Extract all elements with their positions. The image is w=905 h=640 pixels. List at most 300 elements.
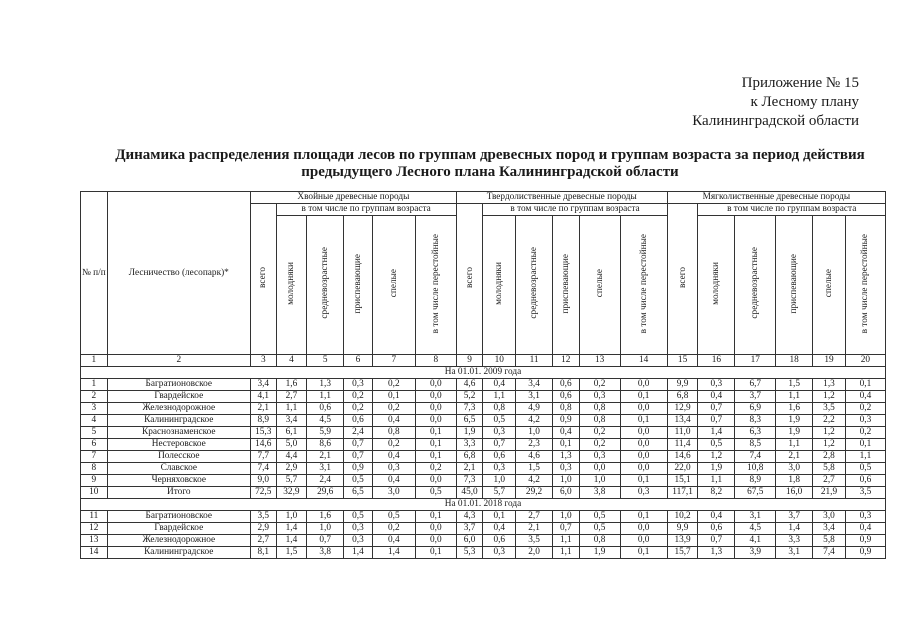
area-value: 32,9: [276, 487, 307, 499]
area-value: 3,8: [579, 487, 620, 499]
forestry-name: Славское: [107, 463, 250, 475]
forestry-name: Гвардейское: [107, 391, 250, 403]
area-value: 0,5: [579, 523, 620, 535]
area-value: 2,4: [307, 475, 344, 487]
sub-header: спелые: [813, 216, 846, 355]
group-header: Мягколиственные древесные породы: [667, 192, 885, 204]
area-value: 14,6: [250, 439, 276, 451]
area-value: 0,1: [372, 391, 415, 403]
area-value: 0,1: [415, 451, 456, 463]
area-value: 11,0: [667, 427, 698, 439]
area-value: 0,7: [698, 535, 735, 547]
area-value: 4,3: [456, 511, 483, 523]
document-title: [60, 147, 905, 181]
area-value: 1,4: [344, 547, 373, 559]
area-value: 8,3: [735, 415, 776, 427]
table-row: [81, 487, 886, 499]
row-number: 9: [81, 475, 108, 487]
table-row: [81, 439, 886, 451]
area-value: 0,0: [415, 391, 456, 403]
area-value: 3,1: [516, 391, 553, 403]
area-value: 0,8: [579, 535, 620, 547]
area-value: 1,5: [776, 379, 813, 391]
area-value: 0,4: [372, 451, 415, 463]
column-number: 4: [276, 355, 307, 367]
area-value: 2,0: [516, 547, 553, 559]
area-value: 0,9: [845, 547, 885, 559]
period-row: [81, 499, 886, 511]
area-value: 10,2: [667, 511, 698, 523]
area-value: 1,4: [276, 535, 307, 547]
area-value: 6,7: [735, 379, 776, 391]
area-value: 13,9: [667, 535, 698, 547]
area-value: 6,3: [735, 427, 776, 439]
column-numbers-row: [81, 355, 886, 367]
area-value: 117,1: [667, 487, 698, 499]
area-value: 3,5: [250, 511, 276, 523]
area-value: 0,5: [344, 511, 373, 523]
area-value: 3,0: [776, 463, 813, 475]
area-value: 4,4: [276, 451, 307, 463]
column-number: 12: [553, 355, 580, 367]
column-number: 11: [516, 355, 553, 367]
area-value: 0,1: [415, 439, 456, 451]
age-group-header: в том числе по группам возраста: [698, 204, 886, 216]
area-value: 6,0: [553, 487, 580, 499]
column-number: 13: [579, 355, 620, 367]
period-label: На 01.01. 2009 года: [81, 367, 886, 379]
sub-header: приспевающие: [344, 216, 373, 355]
area-value: 0,8: [483, 403, 516, 415]
row-number: 5: [81, 427, 108, 439]
area-value: 1,1: [698, 475, 735, 487]
sub-header-total: всего: [456, 204, 483, 355]
area-value: 0,4: [372, 415, 415, 427]
forestry-name: Багратионовское: [107, 379, 250, 391]
area-value: 2,4: [344, 427, 373, 439]
area-value: 9,9: [667, 379, 698, 391]
area-value: 1,3: [698, 547, 735, 559]
forestry-name: Железнодорожное: [107, 403, 250, 415]
area-value: 0,7: [307, 535, 344, 547]
area-value: 0,4: [845, 391, 885, 403]
area-value: 9,9: [667, 523, 698, 535]
sub-header-total: всего: [667, 204, 698, 355]
area-value: 0,1: [620, 547, 667, 559]
column-number: 5: [307, 355, 344, 367]
row-number: 6: [81, 439, 108, 451]
column-number: 20: [845, 355, 885, 367]
area-value: 1,9: [698, 463, 735, 475]
area-value: 1,4: [698, 427, 735, 439]
column-number: 3: [250, 355, 276, 367]
area-value: 16,0: [776, 487, 813, 499]
area-value: 1,1: [307, 391, 344, 403]
area-value: 0,5: [372, 511, 415, 523]
area-value: 0,0: [579, 463, 620, 475]
area-value: 3,4: [516, 379, 553, 391]
table-row: [81, 451, 886, 463]
area-value: 3,0: [372, 487, 415, 499]
area-value: 3,1: [776, 547, 813, 559]
area-value: 1,4: [776, 523, 813, 535]
area-value: 0,0: [415, 379, 456, 391]
area-value: 0,6: [553, 391, 580, 403]
area-value: 0,7: [698, 415, 735, 427]
area-value: 1,3: [553, 451, 580, 463]
table-row: [81, 523, 886, 535]
area-value: 67,5: [735, 487, 776, 499]
area-value: 0,5: [579, 511, 620, 523]
area-value: 0,2: [579, 427, 620, 439]
sub-header: спелые: [372, 216, 415, 355]
area-value: 0,6: [344, 415, 373, 427]
area-value: 8,5: [735, 439, 776, 451]
area-value: 2,1: [250, 403, 276, 415]
area-value: 12,9: [667, 403, 698, 415]
area-value: 0,1: [415, 511, 456, 523]
area-value: 0,3: [845, 511, 885, 523]
table-row: [81, 379, 886, 391]
area-value: 0,3: [620, 487, 667, 499]
area-value: 3,7: [456, 523, 483, 535]
area-value: 0,0: [415, 415, 456, 427]
area-value: 8,9: [250, 415, 276, 427]
area-value: 0,7: [698, 403, 735, 415]
area-value: 5,3: [456, 547, 483, 559]
area-value: 0,3: [698, 379, 735, 391]
forestry-name: Гвардейское: [107, 523, 250, 535]
area-value: 0,1: [415, 427, 456, 439]
area-value: 8,6: [307, 439, 344, 451]
area-value: 7,4: [735, 451, 776, 463]
appendix-header: [692, 74, 859, 131]
area-value: 1,3: [813, 379, 846, 391]
area-value: 1,1: [845, 451, 885, 463]
area-value: 3,4: [250, 379, 276, 391]
column-number: 10: [483, 355, 516, 367]
area-value: 4,2: [516, 415, 553, 427]
forest-dynamics-table: [80, 191, 886, 559]
area-value: 7,3: [456, 475, 483, 487]
area-value: 3,1: [735, 511, 776, 523]
forestry-name: Полесское: [107, 451, 250, 463]
appendix-line: Калининградской области: [692, 113, 859, 129]
area-value: 0,1: [620, 475, 667, 487]
area-value: 0,4: [483, 379, 516, 391]
area-value: 1,1: [553, 547, 580, 559]
area-value: 1,4: [276, 523, 307, 535]
area-value: 45,0: [456, 487, 483, 499]
area-value: 2,7: [516, 511, 553, 523]
table-row: [81, 547, 886, 559]
area-value: 15,7: [667, 547, 698, 559]
area-value: 0,5: [698, 439, 735, 451]
area-value: 0,0: [620, 439, 667, 451]
area-value: 8,9: [735, 475, 776, 487]
area-value: 14,6: [667, 451, 698, 463]
sub-header: средневозрастные: [516, 216, 553, 355]
area-value: 6,0: [456, 535, 483, 547]
area-value: 0,2: [579, 379, 620, 391]
age-group-header: в том числе по группам возраста: [276, 204, 456, 216]
area-value: 0,6: [307, 403, 344, 415]
area-value: 0,8: [579, 415, 620, 427]
area-value: 0,0: [620, 451, 667, 463]
area-value: 0,4: [845, 523, 885, 535]
area-value: 6,8: [456, 451, 483, 463]
area-value: 5,9: [307, 427, 344, 439]
area-value: 1,0: [553, 475, 580, 487]
sub-header: в том числе перестойные: [845, 216, 885, 355]
area-value: 1,4: [372, 547, 415, 559]
area-value: 72,5: [250, 487, 276, 499]
area-value: 0,2: [344, 391, 373, 403]
area-value: 0,3: [579, 391, 620, 403]
sub-header: приспевающие: [553, 216, 580, 355]
sub-header: молодняки: [276, 216, 307, 355]
column-number: 16: [698, 355, 735, 367]
area-value: 1,0: [553, 511, 580, 523]
area-value: 0,1: [620, 511, 667, 523]
row-number: 14: [81, 547, 108, 559]
area-value: 0,5: [483, 415, 516, 427]
area-value: 1,8: [776, 475, 813, 487]
group-header: Хвойные древесные породы: [250, 192, 456, 204]
row-number: 2: [81, 391, 108, 403]
area-value: 0,0: [620, 403, 667, 415]
title-line: Динамика распределения площади лесов по группам древесных пород и группам возраста за период действия: [115, 147, 865, 163]
forestry-name: Краснознаменское: [107, 427, 250, 439]
area-value: 0,5: [845, 463, 885, 475]
sub-header-total: всего: [250, 204, 276, 355]
area-value: 3,3: [456, 439, 483, 451]
area-value: 0,4: [483, 523, 516, 535]
area-value: 1,1: [483, 391, 516, 403]
area-value: 1,5: [516, 463, 553, 475]
area-value: 0,6: [698, 523, 735, 535]
area-value: 4,5: [307, 415, 344, 427]
area-value: 21,9: [813, 487, 846, 499]
area-value: 0,3: [344, 523, 373, 535]
area-value: 7,4: [250, 463, 276, 475]
appendix-line: Приложение № 15: [741, 75, 859, 91]
area-value: 11,4: [667, 439, 698, 451]
forestry-name: Итого: [107, 487, 250, 499]
forestry-name: Калининградское: [107, 415, 250, 427]
column-number: 6: [344, 355, 373, 367]
col-header-num: № п/п: [81, 192, 108, 355]
area-value: 0,1: [483, 511, 516, 523]
row-number: 12: [81, 523, 108, 535]
area-value: 2,1: [307, 451, 344, 463]
area-value: 7,4: [813, 547, 846, 559]
area-value: 0,2: [372, 439, 415, 451]
area-value: 5,2: [456, 391, 483, 403]
area-value: 0,0: [620, 463, 667, 475]
area-value: 2,1: [776, 451, 813, 463]
area-value: 0,2: [845, 403, 885, 415]
area-value: 0,0: [620, 427, 667, 439]
area-value: 0,7: [344, 439, 373, 451]
area-value: 1,2: [813, 427, 846, 439]
area-value: 2,8: [813, 451, 846, 463]
area-value: 0,3: [553, 463, 580, 475]
table-row: [81, 415, 886, 427]
sub-header: приспевающие: [776, 216, 813, 355]
forestry-name: Черняховское: [107, 475, 250, 487]
area-value: 0,9: [553, 415, 580, 427]
area-value: 4,6: [516, 451, 553, 463]
sub-header: молодняки: [698, 216, 735, 355]
area-value: 0,3: [483, 547, 516, 559]
area-value: 6,5: [456, 415, 483, 427]
column-number: 7: [372, 355, 415, 367]
area-value: 5,8: [813, 463, 846, 475]
area-value: 0,4: [698, 511, 735, 523]
area-value: 3,7: [735, 391, 776, 403]
area-value: 4,9: [516, 403, 553, 415]
sub-header: спелые: [579, 216, 620, 355]
area-value: 0,3: [344, 379, 373, 391]
area-value: 0,1: [845, 379, 885, 391]
table-row: [81, 463, 886, 475]
area-value: 6,5: [344, 487, 373, 499]
area-value: 1,2: [698, 451, 735, 463]
area-value: 9,0: [250, 475, 276, 487]
area-value: 0,0: [415, 475, 456, 487]
area-value: 3,3: [776, 535, 813, 547]
area-value: 0,5: [415, 487, 456, 499]
area-value: 0,1: [553, 439, 580, 451]
column-number: 1: [81, 355, 108, 367]
area-value: 2,1: [456, 463, 483, 475]
area-value: 7,3: [456, 403, 483, 415]
column-number: 8: [415, 355, 456, 367]
area-value: 1,0: [516, 427, 553, 439]
column-number: 19: [813, 355, 846, 367]
area-value: 1,3: [307, 379, 344, 391]
area-value: 1,1: [553, 535, 580, 547]
area-value: 1,6: [307, 511, 344, 523]
area-value: 0,3: [372, 463, 415, 475]
area-value: 0,2: [344, 403, 373, 415]
area-value: 5,7: [276, 475, 307, 487]
area-value: 6,1: [276, 427, 307, 439]
period-label: На 01.01. 2018 года: [81, 499, 886, 511]
age-group-header: в том числе по группам возраста: [483, 204, 667, 216]
area-value: 2,2: [813, 415, 846, 427]
area-value: 4,1: [250, 391, 276, 403]
area-value: 2,7: [813, 475, 846, 487]
period-row: [81, 367, 886, 379]
area-value: 0,9: [344, 463, 373, 475]
row-number: 4: [81, 415, 108, 427]
area-value: 0,8: [553, 403, 580, 415]
area-value: 0,2: [372, 379, 415, 391]
area-value: 3,9: [735, 547, 776, 559]
area-value: 0,4: [372, 475, 415, 487]
area-value: 0,4: [553, 427, 580, 439]
area-value: 1,0: [579, 475, 620, 487]
area-value: 1,1: [776, 391, 813, 403]
sub-header: средневозрастные: [735, 216, 776, 355]
table-row: [81, 427, 886, 439]
area-value: 5,8: [813, 535, 846, 547]
area-value: 0,0: [415, 523, 456, 535]
area-value: 2,3: [516, 439, 553, 451]
area-value: 0,9: [845, 535, 885, 547]
area-value: 2,7: [276, 391, 307, 403]
group-header: Твердолиственные древесные породы: [456, 192, 667, 204]
area-value: 4,6: [456, 379, 483, 391]
area-value: 0,0: [620, 523, 667, 535]
area-value: 0,2: [372, 403, 415, 415]
area-value: 0,6: [845, 475, 885, 487]
row-number: 3: [81, 403, 108, 415]
area-value: 22,0: [667, 463, 698, 475]
column-number: 14: [620, 355, 667, 367]
table-row: [81, 391, 886, 403]
area-value: 7,7: [250, 451, 276, 463]
area-value: 3,7: [776, 511, 813, 523]
table-row: [81, 475, 886, 487]
area-value: 0,0: [415, 403, 456, 415]
forestry-name: Нестеровское: [107, 439, 250, 451]
area-value: 1,6: [776, 403, 813, 415]
area-value: 0,6: [553, 379, 580, 391]
column-number: 17: [735, 355, 776, 367]
area-value: 29,2: [516, 487, 553, 499]
area-value: 1,9: [456, 427, 483, 439]
area-value: 0,0: [620, 535, 667, 547]
area-value: 0,7: [344, 451, 373, 463]
area-value: 0,2: [845, 427, 885, 439]
forestry-name: Железнодорожное: [107, 535, 250, 547]
area-value: 0,2: [415, 463, 456, 475]
area-value: 1,1: [276, 403, 307, 415]
area-value: 0,1: [415, 547, 456, 559]
column-number: 15: [667, 355, 698, 367]
area-value: 3,8: [307, 547, 344, 559]
row-number: 11: [81, 511, 108, 523]
area-value: 1,6: [276, 379, 307, 391]
column-number: 2: [107, 355, 250, 367]
area-value: 4,5: [735, 523, 776, 535]
area-value: 0,7: [483, 439, 516, 451]
area-value: 0,3: [483, 463, 516, 475]
table-row: [81, 511, 886, 523]
appendix-line: к Лесному плану: [750, 94, 859, 110]
row-number: 7: [81, 451, 108, 463]
area-value: 29,6: [307, 487, 344, 499]
area-value: 0,0: [620, 379, 667, 391]
area-value: 3,5: [845, 487, 885, 499]
area-value: 1,0: [483, 475, 516, 487]
area-value: 3,4: [276, 415, 307, 427]
area-value: 3,1: [307, 463, 344, 475]
area-value: 1,2: [813, 391, 846, 403]
area-value: 1,1: [776, 439, 813, 451]
area-value: 0,8: [579, 403, 620, 415]
row-number: 10: [81, 487, 108, 499]
area-value: 0,0: [415, 535, 456, 547]
area-value: 6,8: [667, 391, 698, 403]
area-value: 10,8: [735, 463, 776, 475]
area-value: 3,5: [516, 535, 553, 547]
area-value: 1,5: [276, 547, 307, 559]
area-value: 0,8: [372, 427, 415, 439]
